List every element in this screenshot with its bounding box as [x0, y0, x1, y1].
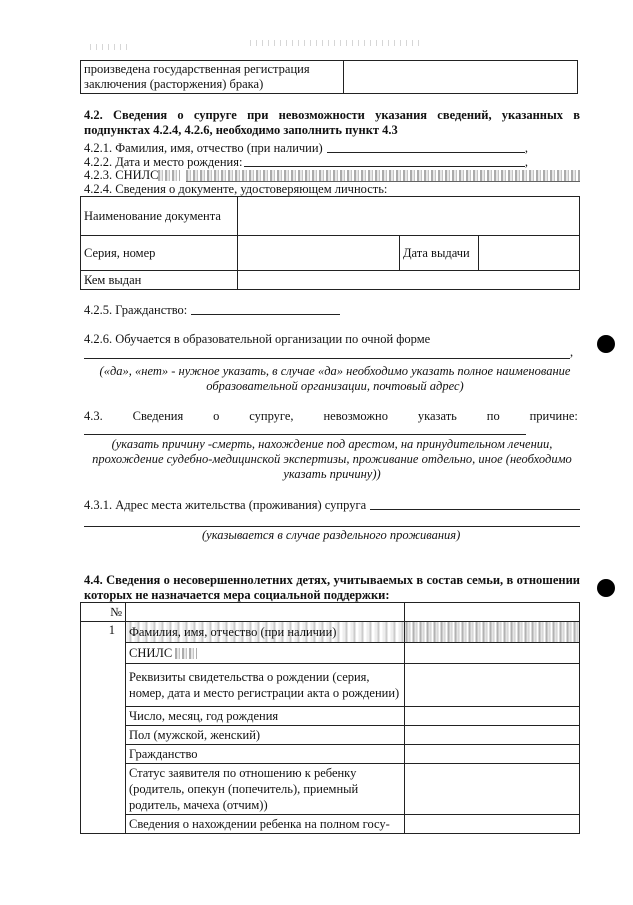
child-fio-label: Фамилия, имя, отчество (при наличии)	[126, 622, 405, 643]
snils-redacted	[158, 170, 180, 181]
section-4-3-word: супруге,	[249, 409, 294, 423]
child-birth-cert-value[interactable]	[405, 664, 580, 707]
applicant-status-value[interactable]	[405, 764, 580, 815]
reason-hint: (указать причину -смерть, нахождение под арестом, на принудительном лечении, прохождение судебно-медицинской экспертизы, проживание отдельно, иное (необходимо указать причину))	[92, 437, 572, 481]
section-4-3-word: указать	[417, 409, 457, 423]
snils-row	[84, 168, 580, 183]
issue-date-value-cell[interactable]	[479, 236, 580, 271]
issue-date-label-cell: Дата выдачи	[400, 236, 479, 271]
series-label-cell: Серия, номер	[81, 236, 238, 271]
address-row	[84, 498, 580, 513]
address-label: 4.3.1. Адрес места жительства (проживания) супруга	[84, 498, 367, 512]
address-hint: (указывается в случае раздельного проживания)	[202, 528, 461, 542]
scan-noise	[90, 44, 130, 50]
child-snils-label: СНИЛС	[126, 643, 405, 664]
section-4-3-word: по	[486, 409, 500, 423]
state-support-value[interactable]	[405, 815, 580, 834]
snils-label: 4.2.3. СНИЛС	[84, 168, 159, 182]
citizenship-label: 4.2.5. Гражданство:	[84, 303, 188, 317]
citizenship-row	[84, 303, 340, 318]
fio-label: 4.2.1. Фамилия, имя, отчество (при наличии)	[84, 141, 323, 155]
education-field[interactable]	[84, 344, 570, 359]
section-4-4-heading: 4.4. Сведения о несовершеннолетних детях, учитываемых в состав семьи, в отношении которых не назначается мера социальной поддержки:	[84, 573, 580, 602]
birth-label: 4.2.2. Дата и место рождения:	[84, 155, 243, 169]
registration-cell	[81, 61, 344, 94]
fio-row: 4.2.1. Фамилия, имя, отчество (при наличии) ,	[84, 141, 528, 155]
series-value-cell[interactable]	[238, 236, 400, 271]
binding-hole-icon	[597, 335, 615, 353]
reason-field[interactable]	[84, 424, 526, 435]
row-num-cell	[81, 622, 126, 834]
child-sex-value[interactable]	[405, 726, 580, 745]
child-snils-value[interactable]	[405, 643, 580, 664]
section-4-3-word: невозможно	[323, 409, 388, 423]
address-field-2[interactable]	[84, 512, 580, 527]
doc-name-value-cell[interactable]	[238, 197, 580, 236]
section-4-3-word: причине:	[529, 409, 578, 423]
binding-hole-icon	[597, 579, 615, 597]
section-4-3-num: 4.3.	[84, 409, 103, 423]
identity-document-table	[80, 196, 580, 290]
fio-field[interactable]	[327, 141, 525, 153]
issued-by-value-cell[interactable]	[238, 271, 580, 290]
issued-by-label-cell: Кем выдан	[81, 271, 238, 290]
education-label: 4.2.6. Обучается в образовательной организации по очной форме	[84, 332, 431, 346]
child-citizenship-value[interactable]	[405, 745, 580, 764]
row-num: 1	[108, 623, 115, 637]
child-birthdate-value[interactable]	[405, 707, 580, 726]
address-field[interactable]	[370, 498, 580, 510]
citizenship-field[interactable]	[191, 303, 340, 315]
header-value-cell	[405, 603, 580, 622]
doc-label: 4.2.4. Сведения о документе, удостоверяющем личность:	[84, 182, 388, 196]
section-4-3-word: о	[213, 409, 220, 423]
snils-field[interactable]	[186, 170, 580, 182]
children-table	[80, 602, 580, 834]
child-sex-label: Пол (мужской, женский)	[126, 726, 405, 745]
section-4-2-heading: 4.2. Сведения о супруге при невозможности указания сведений, указанных в подпунктах 4.2.4, 4.2.6, необходимо заполнить пункт 4.3	[84, 108, 580, 137]
child-birth-cert-label: Реквизиты свидетельства о рождении (серия, номер, дата и место регистрации акта о рождении)	[126, 664, 405, 707]
registration-text: произведена государственная регистрация заключения (расторжения) брака)	[84, 62, 310, 91]
col-num-header: №	[81, 603, 126, 622]
registration-value-cell[interactable]	[344, 61, 578, 94]
registration-table	[80, 60, 578, 94]
doc-name-label-cell: Наименование документа	[81, 197, 238, 236]
child-citizenship-label: Гражданство	[126, 745, 405, 764]
section-4-3-row	[84, 409, 578, 424]
snils-redacted	[175, 648, 197, 659]
child-fio-value[interactable]	[405, 622, 580, 643]
header-empty-cell	[126, 603, 405, 622]
birth-row: 4.2.2. Дата и место рождения: ,	[84, 155, 528, 169]
applicant-status-label: Статус заявителя по отношению к ребенку (родитель, опекун (попечитель), приемный родитель, мачеха (отчим))	[126, 764, 405, 815]
state-support-label: Сведения о нахождении ребенка на полном госу-	[126, 815, 405, 834]
child-birthdate-label: Число, месяц, год рождения	[126, 707, 405, 726]
birth-field[interactable]	[244, 155, 524, 167]
education-hint: («да», «нет» - нужное указать, в случае «да» необходимо указать полное наименование образовательной организации, почтовый адрес)	[99, 364, 571, 393]
scan-noise	[250, 40, 420, 46]
section-4-3-word: Сведения	[132, 409, 184, 423]
